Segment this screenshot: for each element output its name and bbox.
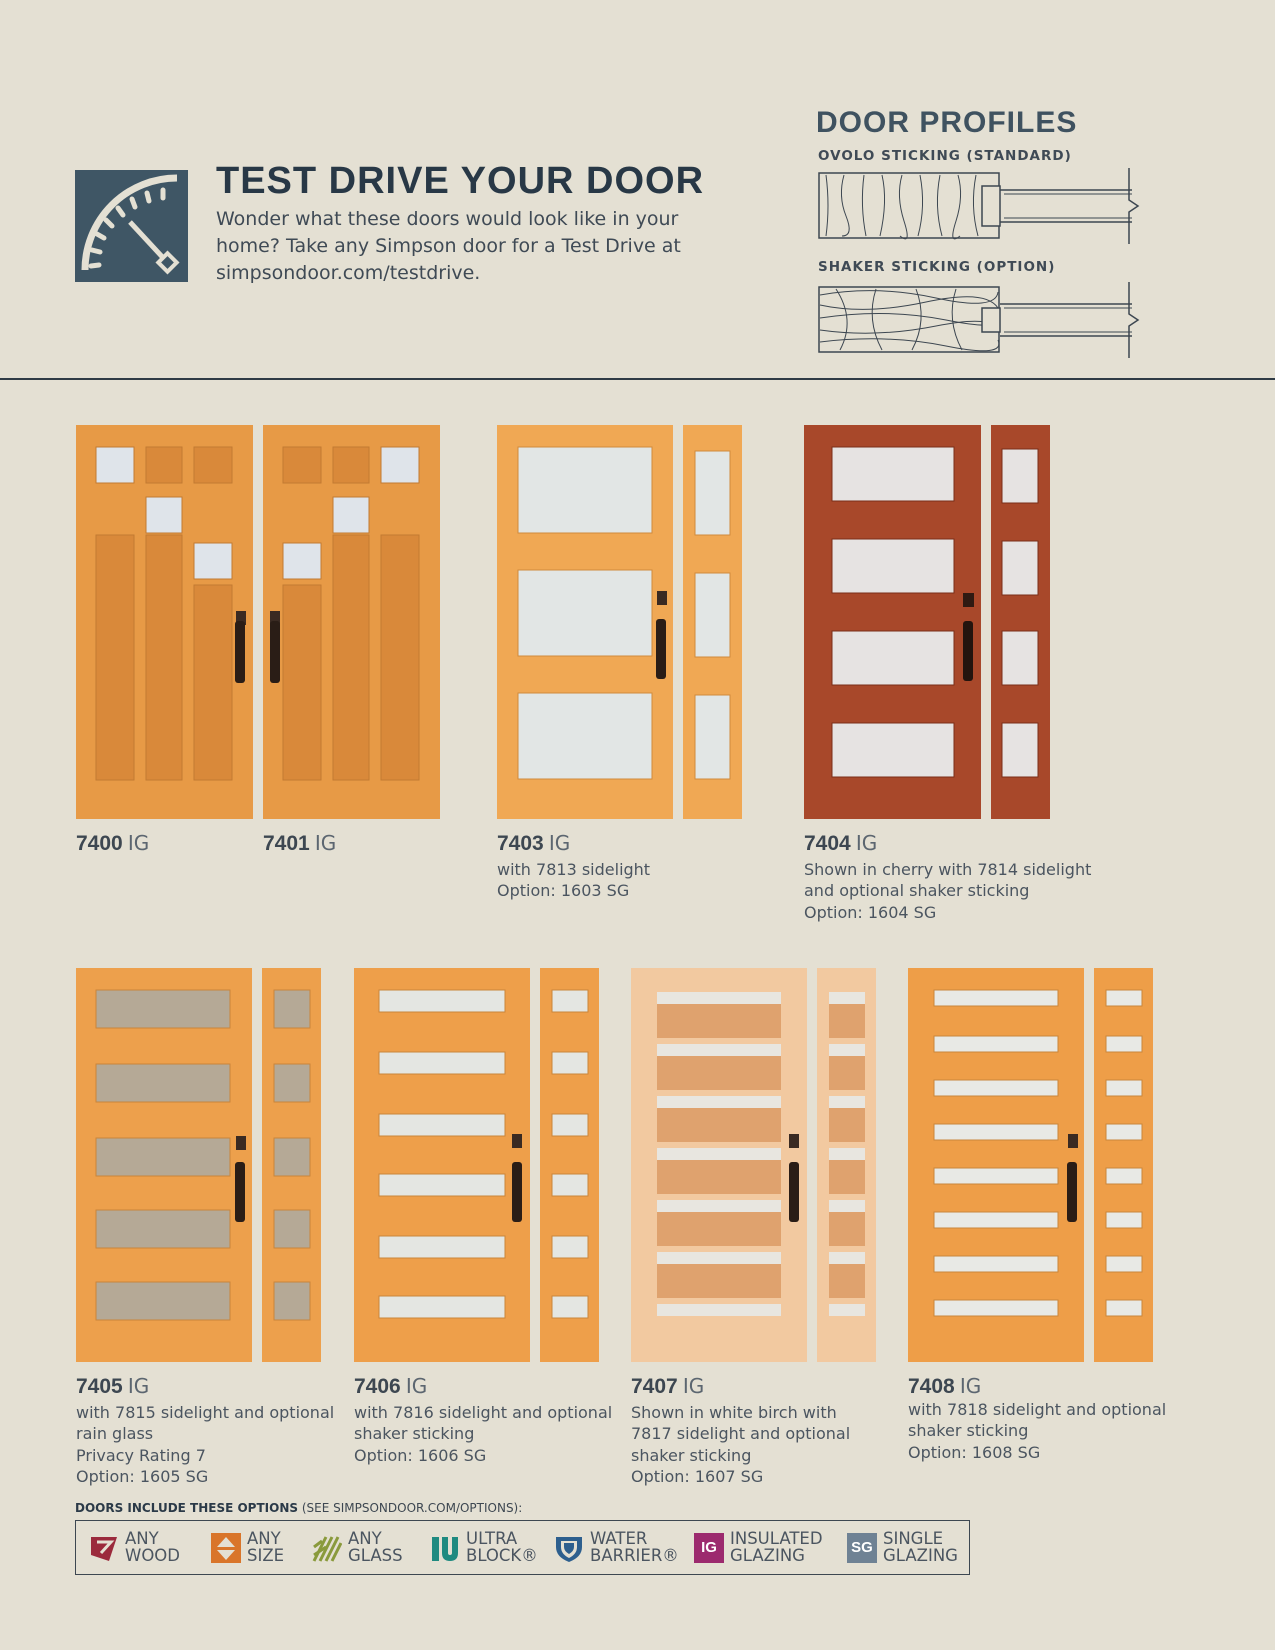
caption-line: and optional shaker sticking bbox=[804, 881, 1030, 900]
option-line1: ANY bbox=[247, 1529, 281, 1548]
door-profiles-title: DOOR PROFILES bbox=[816, 106, 1078, 139]
door-number: 7407 bbox=[631, 1375, 678, 1398]
door-number: 7401 bbox=[263, 832, 310, 855]
door-suffix: IG bbox=[959, 1374, 982, 1398]
door-suffix: IG bbox=[855, 831, 878, 855]
door-number: 7408 bbox=[908, 1375, 955, 1398]
caption-7407 bbox=[631, 1376, 850, 1488]
caption-7400 bbox=[76, 833, 149, 856]
caption-line: Option: 1605 SG bbox=[76, 1467, 209, 1486]
caption-line: with 7816 sidelight and optional bbox=[354, 1402, 613, 1422]
options-heading bbox=[75, 1501, 522, 1515]
option-line1: SINGLE bbox=[883, 1529, 944, 1548]
door-suffix: IG bbox=[314, 831, 337, 855]
caption-line: shaker sticking bbox=[631, 1445, 752, 1465]
door-7407-image bbox=[631, 968, 876, 1362]
caption-7405 bbox=[76, 1376, 334, 1488]
options-box bbox=[75, 1520, 970, 1575]
test-drive-title: TEST DRIVE YOUR DOOR bbox=[216, 160, 705, 202]
door-suffix: IG bbox=[682, 1374, 705, 1398]
option-line1: INSULATED bbox=[730, 1529, 823, 1548]
sg-icon: SG bbox=[847, 1533, 877, 1563]
ultra-block-icon bbox=[430, 1533, 460, 1563]
door-7404-image bbox=[804, 425, 1050, 819]
caption-7404 bbox=[804, 833, 1091, 923]
shaker-sticking-label: SHAKER STICKING (OPTION) bbox=[818, 259, 1056, 275]
caption-7403 bbox=[497, 833, 650, 902]
caption-line: 7817 sidelight and optional bbox=[631, 1424, 851, 1443]
any-size-icon bbox=[211, 1533, 241, 1563]
caption-line: Option: 1607 SG bbox=[631, 1467, 764, 1486]
door-suffix: IG bbox=[127, 1374, 150, 1398]
option-line1: ULTRA bbox=[466, 1529, 518, 1548]
option-line1: ANY bbox=[348, 1529, 382, 1548]
caption-line: Option: 1608 SG bbox=[908, 1442, 1041, 1462]
caption-line: Option: 1603 SG bbox=[497, 881, 630, 900]
door-7405-image bbox=[76, 968, 321, 1362]
option-line2: GLAZING bbox=[883, 1546, 958, 1565]
door-7408-image bbox=[908, 968, 1153, 1362]
options-heading-bold: DOORS INCLUDE THESE OPTIONS bbox=[75, 1501, 299, 1515]
caption-line: rain glass bbox=[76, 1424, 154, 1443]
caption-7401 bbox=[263, 833, 336, 856]
shaker-profile-diagram bbox=[816, 280, 1146, 364]
caption-line: with 7815 sidelight and optional bbox=[76, 1402, 335, 1422]
water-barrier-icon bbox=[554, 1533, 584, 1563]
door-number: 7400 bbox=[76, 832, 123, 855]
caption-line: Shown in cherry with 7814 sidelight bbox=[804, 859, 1092, 879]
door-number: 7406 bbox=[354, 1375, 401, 1398]
door-suffix: IG bbox=[405, 1374, 428, 1398]
caption-line: Privacy Rating 7 bbox=[76, 1445, 206, 1465]
caption-line: Shown in white birch with bbox=[631, 1402, 837, 1422]
speedometer-icon bbox=[75, 170, 188, 282]
door-7403-image bbox=[497, 425, 742, 819]
door-7400-image bbox=[76, 425, 253, 819]
caption-7406 bbox=[354, 1376, 612, 1466]
any-wood-icon bbox=[89, 1533, 119, 1563]
caption-line: shaker sticking bbox=[354, 1424, 475, 1443]
option-line2: GLASS bbox=[348, 1546, 403, 1565]
option-line1: WATER bbox=[590, 1529, 648, 1548]
option-line1: ANY bbox=[125, 1529, 159, 1548]
option-line2: SIZE bbox=[247, 1546, 285, 1565]
section-divider bbox=[0, 378, 1275, 380]
caption-line: with 7813 sidelight bbox=[497, 859, 651, 879]
door-number: 7404 bbox=[804, 832, 851, 855]
option-line2: WOOD bbox=[125, 1546, 180, 1565]
option-line2: BLOCK® bbox=[466, 1546, 538, 1565]
door-suffix: IG bbox=[127, 831, 150, 855]
caption-line: Option: 1604 SG bbox=[804, 902, 937, 922]
ovolo-profile-diagram bbox=[816, 166, 1146, 250]
ovolo-sticking-label: OVOLO STICKING (STANDARD) bbox=[818, 148, 1072, 164]
caption-7408 bbox=[908, 1376, 1166, 1463]
option-line2: GLAZING bbox=[730, 1546, 805, 1565]
caption-line: Option: 1606 SG bbox=[354, 1445, 487, 1465]
option-line2: BARRIER® bbox=[590, 1546, 679, 1565]
options-heading-note: (SEE SIMPSONDOOR.COM/OPTIONS): bbox=[298, 1501, 523, 1515]
any-glass-icon bbox=[312, 1533, 342, 1563]
caption-line: shaker sticking bbox=[908, 1421, 1029, 1440]
test-drive-body: Wonder what these doors would look like in your home? Take any Simpson door for a Test Drive at simpsondoor.com/testdrive. bbox=[216, 208, 681, 284]
door-suffix: IG bbox=[548, 831, 571, 855]
caption-line: with 7818 sidelight and optional bbox=[908, 1399, 1167, 1419]
door-7406-image bbox=[354, 968, 599, 1362]
door-number: 7403 bbox=[497, 832, 544, 855]
ig-icon: IG bbox=[694, 1533, 724, 1563]
door-number: 7405 bbox=[76, 1375, 123, 1398]
door-7401-image bbox=[263, 425, 440, 819]
